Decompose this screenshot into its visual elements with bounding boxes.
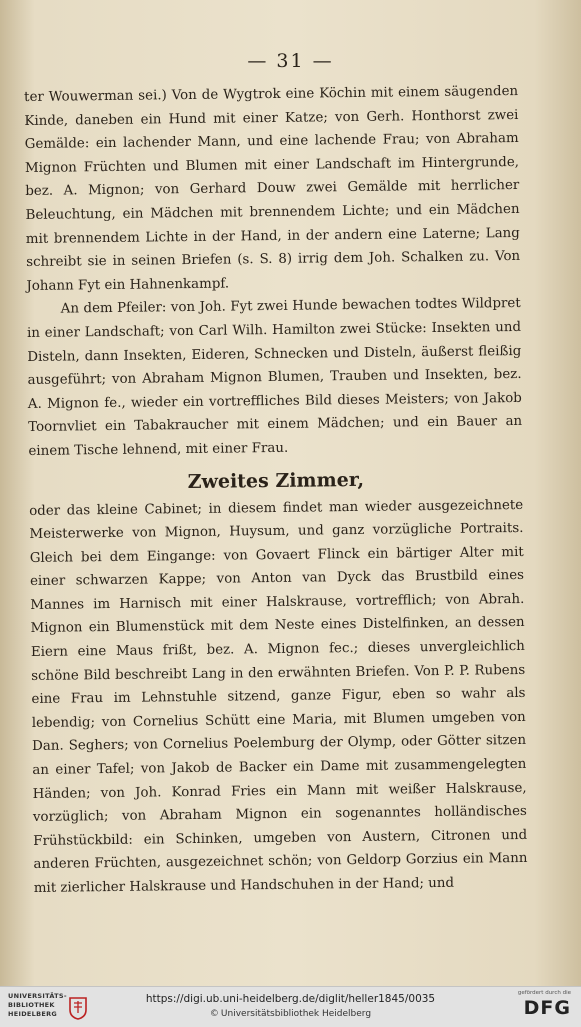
logo-line: BIBLIOTHEK bbox=[8, 1001, 55, 1009]
paragraph: An dem Pfeiler: von Joh. Fyt zwei Hunde bewachen todtes Wildpret in einer Landschaft; von Carl Wilh. Hamilton zwei Stücke: Insekten und Disteln, dann Insekten, Eideren, Schnecken und Disteln, äußerst fleißig ausgeführt; von Abraham Mignon Blumen, Trauben und Insekten, bez. A. Mignon fe., wieder ein vortreffliches Bild dieses Meisters; von Jakob Toornvliet ein Tabakraucher mit einem Mädchen; und ein Bauer an einem Tische lehnend, mit einer Frau. bbox=[26, 296, 523, 459]
body-text bbox=[24, 80, 528, 901]
funder-name: DFG bbox=[523, 997, 571, 1019]
copyright-icon: © bbox=[209, 1009, 219, 1019]
paragraph: oder das kleine Cabinet; in diesem findet man wieder ausgezeichnete Meisterwerke von Mignon, Huysum, und ganz vorzügliche Portraits. Gleich bei dem Eingange: von Govaert Flinck ein bärtiger Alter mit einer schwarzen Kappe; von Anton van Dyck das Brustbild eines Mannes im Harnisch mit einer Halskrause, vortrefflich; von Abrah. Mignon ein Blumenstück mit dem Neste eines Distelfinken, an dessen Eiern eine Maus frißt, bez. A. Mignon fec.; dieses unvergleichlich schöne Bild beschreibt Lang in den erwähnten Briefen. Von P. P. Rubens eine Frau im Lehnstuhle sitzend, ganze Figur, eben so wahr als lebendig; von Cornelius Schütt eine Maria, mit Blumen umgeben von Dan. Seghers; von Cornelius Poelemburg der Olymp, oder Götter sitzen an einer Tafel; von Jakob de Backer ein Dame mit zusammengelegten Händen; von Joh. Konrad Fries ein Mann mit weißer Halskrause, vorzüglich; von Abraham Mignon ein sogenanntes holländisches Frühstückbild: ein Schinken, umgeben von Austern, Citronen und anderen Früchten, ausgezeichnet schön; von Geldorp Gorzius ein Mann mit zierlicher Halskrause und Handschuhen in der Hand; und bbox=[29, 497, 528, 896]
paragraph: ter Wouwerman sei.) Von de Wygtrok eine Köchin mit einem säugenden Kinde, daneben ein Hund mit einer Katze; von Gerh. Honthorst zwei Gemälde: ein lachender Mann, und eine lachende Frau; von Abraham Mignon Früchten und Blumen mit einer Landschaft im Hintergrunde, bez. A. Mignon; von Gerhard Douw zwei Gemälde mit herrlicher Beleuchtung, ein Mädchen mit brennendem Lichte; und ein Mädchen mit brennendem Lichte in der Hand, in der andern eine Laterne; Lang schreibt sie in seinen Briefen (s. S. 8) irrig dem Joh. Schalken zu. Von Johann Fyt ein Hahnenkampf. bbox=[24, 83, 521, 294]
viewer-footer bbox=[0, 986, 581, 1027]
copyright-text: Universitätsbibliothek Heidelberg bbox=[220, 1009, 372, 1019]
funder-caption: gefördert durch die bbox=[517, 990, 571, 996]
section-heading: Zweites Zimmer, bbox=[187, 468, 365, 493]
dfg-logo[interactable] bbox=[511, 990, 571, 1024]
copyright-notice bbox=[0, 1009, 581, 1019]
page-number: — 31 — bbox=[247, 50, 334, 72]
logo-line: UNIVERSITÄTS- bbox=[8, 992, 67, 1000]
logo-line: HEIDELBERG bbox=[8, 1010, 58, 1018]
page-url-link[interactable]: https://digi.ub.uni-heidelberg.de/diglit/heller1845/0035 bbox=[145, 993, 436, 1005]
